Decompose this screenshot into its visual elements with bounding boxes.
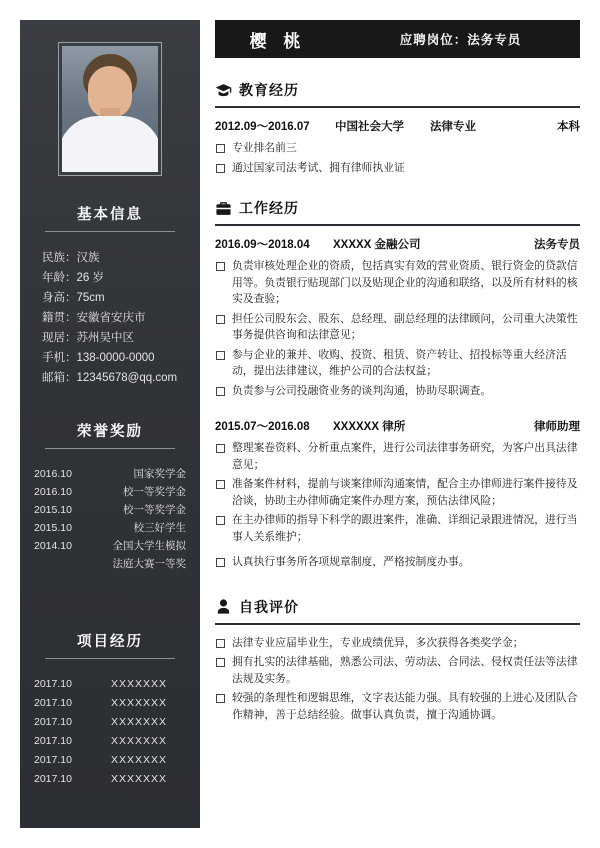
divider — [215, 623, 580, 625]
sidebar-basic-title: 基本信息 — [77, 207, 143, 223]
work-bullets — [215, 440, 580, 571]
avatar — [58, 42, 162, 176]
list-item: 法律专业应届毕业生，专业成绩优异，多次获得各类奖学金； — [215, 635, 580, 652]
award-text: 国家奖学金 — [133, 468, 186, 480]
divider — [45, 231, 175, 232]
project-year: 2017.10 — [34, 773, 72, 785]
project-text: XXXXXXX — [110, 716, 168, 728]
award-text: 校一等奖学金 — [123, 486, 186, 498]
project-text: XXXXXXX — [110, 735, 168, 747]
award-text: 全国大学生模拟 — [112, 540, 186, 552]
portrait-collar-right — [114, 118, 126, 142]
section-title: 教育经历 — [239, 82, 299, 98]
award-year: 2016.10 — [34, 486, 72, 498]
list-item: 认真执行事务所各项规章制度，严格按制度办事。 — [215, 554, 580, 571]
basic-info-list — [42, 248, 192, 388]
candidate-name: 樱 桃 — [249, 31, 307, 51]
person-icon — [215, 598, 232, 615]
education-entry — [215, 118, 580, 134]
education-school: 中国社会大学 — [335, 121, 404, 133]
list-item — [34, 770, 186, 789]
section-title: 自我评价 — [239, 598, 299, 615]
section-work — [215, 198, 580, 571]
divider — [215, 106, 580, 108]
briefcase-icon — [215, 200, 232, 217]
portrait-photo — [62, 46, 158, 172]
project-year: 2017.10 — [34, 678, 72, 690]
list-item: 现居：苏州吴中区 — [42, 332, 134, 344]
list-item: 拥有扎实的法律基础，熟悉公司法、劳动法、合同法、侵权责任法等法律法规及实务。 — [215, 654, 580, 687]
sidebar-section-projects-header — [20, 630, 200, 659]
award-year: 2015.10 — [34, 504, 72, 516]
list-item — [34, 713, 186, 732]
education-period: 2012.09～2016.07 — [215, 121, 310, 133]
project-year: 2017.10 — [34, 716, 72, 728]
divider — [45, 448, 175, 449]
portrait-collar-left — [94, 118, 106, 142]
list-item: 民族：汉族 — [42, 252, 100, 264]
work-entry-header — [215, 418, 580, 434]
list-item: 在主办律师的指导下科学的跟进案件，准确、详细记录跟进情况，进行当事人关系维护； — [215, 512, 580, 545]
list-item: 负责审核处理企业的资质，包括真实有效的营业资质、银行资金的贷款信用等。负责银行贴现部门以及贴现企业的沟通和联络，以及所有材料的核实及查验； — [215, 258, 580, 308]
main-content — [215, 20, 580, 726]
education-degree: 本科 — [557, 121, 580, 133]
sidebar-section-awards-header — [20, 420, 200, 449]
list-item: 担任公司股东会、股东、总经理、副总经理的法律顾问，公司重大决策性事务提供咨询和法律意见； — [215, 311, 580, 344]
list-item — [34, 501, 186, 519]
list-item: 整理案卷资料、分析重点案件，进行公司法律事务研究，为客户出具法律意见； — [215, 440, 580, 473]
award-year: 2014.10 — [34, 540, 72, 552]
graduation-cap-icon — [215, 82, 232, 99]
award-text: 法庭大赛一等奖 — [112, 558, 186, 570]
project-text: XXXXXXX — [110, 678, 168, 690]
list-item: 邮箱：12345678@qq.com — [42, 372, 178, 384]
list-item: 手机：138-0000-0000 — [42, 352, 155, 364]
self-evaluation-bullets — [215, 635, 580, 724]
sidebar-projects-title: 项目经历 — [77, 634, 143, 650]
section-header — [215, 597, 580, 617]
award-text: 校一等奖学金 — [123, 504, 186, 516]
work-company: XXXXXX 律所 — [333, 421, 406, 433]
list-item: 身高：75cm — [42, 292, 105, 304]
list-item — [34, 694, 186, 713]
work-entry-header — [215, 236, 580, 252]
list-item: 较强的条理性和逻辑思维，文字表达能力强。具有较强的上进心及团队合作精神，善于总结经验。做事认真负责，擅于沟通协调。 — [215, 690, 580, 723]
education-bullets — [215, 140, 580, 176]
list-item: 年龄：26 岁 — [42, 272, 104, 284]
work-company: XXXXX 金融公司 — [333, 239, 421, 251]
section-header — [215, 80, 580, 100]
section-self-evaluation — [215, 597, 580, 724]
section-title: 工作经历 — [239, 200, 299, 216]
section-education — [215, 80, 580, 176]
divider — [215, 224, 580, 226]
work-period: 2016.09～2018.04 — [215, 239, 310, 251]
list-item — [34, 537, 186, 555]
project-year: 2017.10 — [34, 735, 72, 747]
list-item — [34, 675, 186, 694]
list-item — [34, 751, 186, 770]
section-header — [215, 198, 580, 218]
list-item — [34, 555, 186, 573]
list-item: 通过国家司法考试、拥有律师执业证 — [215, 160, 580, 177]
award-year: 2015.10 — [34, 522, 72, 534]
list-item: 专业排名前三 — [215, 140, 580, 157]
work-role: 律师助理 — [534, 421, 580, 433]
project-text: XXXXXXX — [110, 773, 168, 785]
list-item — [34, 519, 186, 537]
work-role: 法务专员 — [534, 239, 580, 251]
projects-list — [34, 675, 186, 789]
work-bullets — [215, 258, 580, 399]
sidebar-awards-title: 荣誉奖励 — [77, 424, 143, 440]
list-item: 负责参与公司投融资业务的谈判沟通，协助尽职调查。 — [215, 383, 580, 400]
divider — [45, 658, 175, 659]
education-major: 法律专业 — [430, 121, 476, 133]
list-item: 参与企业的兼并、收购、投资、租赁、资产转让、招投标等重大经济活动，提出法律建议，维护公司的合法权益； — [215, 347, 580, 380]
project-year: 2017.10 — [34, 754, 72, 766]
list-item: 籍贯：安徽省安庆市 — [42, 312, 146, 324]
sidebar — [20, 20, 200, 828]
work-period: 2015.07～2016.08 — [215, 421, 310, 433]
name-banner — [215, 20, 580, 58]
award-year: 2016.10 — [34, 468, 72, 480]
project-text: XXXXXXX — [110, 697, 168, 709]
award-text: 校三好学生 — [133, 522, 186, 534]
list-item — [34, 732, 186, 751]
sidebar-section-basic-header — [20, 203, 200, 232]
portrait-shirt — [62, 116, 158, 172]
awards-list — [34, 465, 186, 573]
project-text: XXXXXXX — [110, 754, 168, 766]
list-item — [34, 483, 186, 501]
applied-position: 应聘岗位：法务专员 — [399, 33, 522, 47]
list-item: 准备案件材料，提前与谈案律师沟通案情，配合主办律师进行案件接待及洽谈，协助主办律师确定案件办理方案，预估法律风险； — [215, 476, 580, 509]
list-item — [34, 465, 186, 483]
award-year — [34, 555, 80, 573]
project-year: 2017.10 — [34, 697, 72, 709]
